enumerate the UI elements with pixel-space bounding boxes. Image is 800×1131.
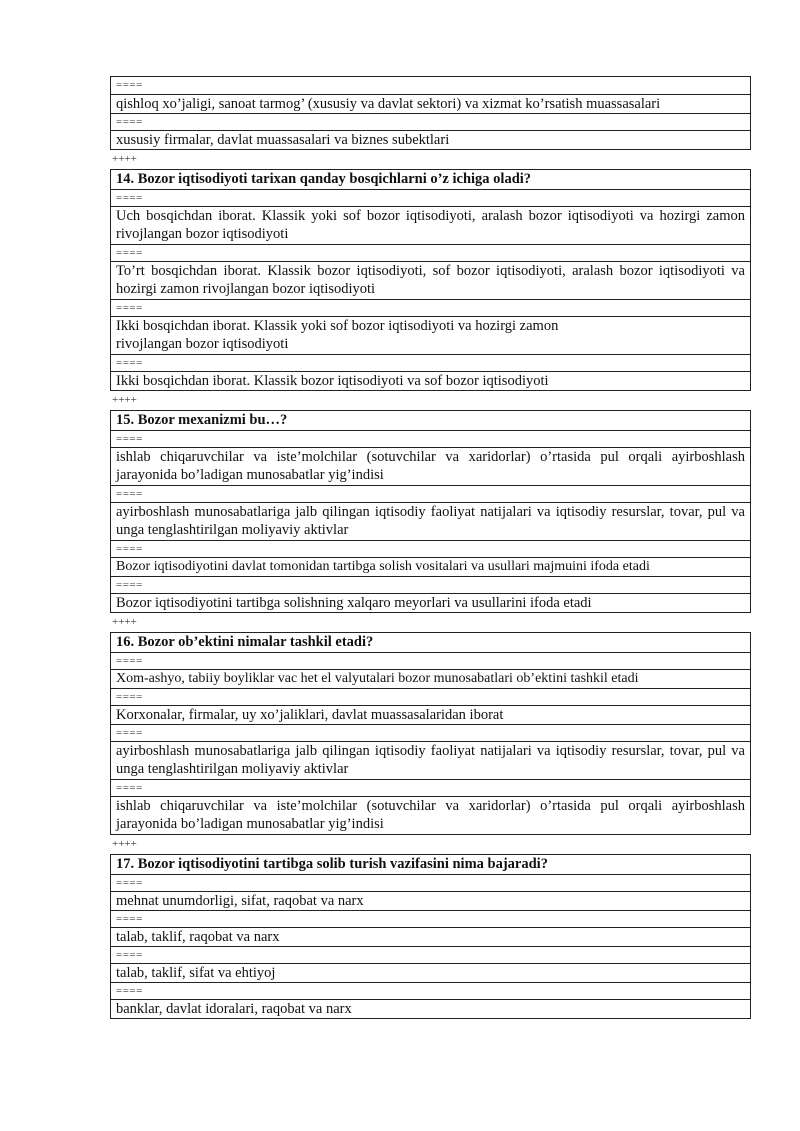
separator: ====: [111, 910, 750, 927]
separator: ====: [116, 79, 143, 91]
separator: ====: [111, 946, 750, 963]
question-block-15: [110, 410, 751, 613]
separator: ====: [111, 485, 750, 502]
separator: ====: [111, 354, 750, 371]
question-text: 16. Bozor ob’ektini nimalar tashkil etadi?: [116, 634, 374, 650]
answer-option: xususiy firmalar, davlat muassasalari va biznes subektlari: [111, 130, 750, 149]
question-block-16: [110, 632, 751, 835]
question-block-13-tail: [110, 76, 751, 150]
answer-option: Bozor iqtisodiyotini tartibga solishning xalqaro meyorlari va usullarini ifoda etadi: [111, 593, 750, 612]
answer-option: ayirboshlash munosabatlariga jalb qilingan iqtisodiy faoliyat natijalari va iqtisodiy resurslar, tovar, pul va unga tenglashtirilgan moliyaviy aktivlar: [111, 502, 750, 540]
separator: ====: [111, 576, 750, 593]
separator: ====: [111, 874, 750, 891]
question-delimiter: ++++: [112, 616, 137, 628]
answer-option: Korxonalar, firmalar, uy xo’jaliklari, davlat muassasalaridan iborat: [111, 705, 750, 724]
answer-option: qishloq xo’jaligi, sanoat tarmog’ (xususiy va davlat sektori) va xizmat ko’rsatish muassasalari: [111, 94, 750, 113]
separator: ====: [111, 244, 750, 261]
separator: ====: [111, 688, 750, 705]
question-delimiter: ++++: [112, 838, 137, 850]
separator: ====: [111, 652, 750, 669]
answer-option: Xom-ashyo, tabiiy boyliklar vac het el valyutalari bozor munosabatlari ob’ektini tashkil etadi: [111, 669, 750, 688]
separator: ====: [111, 779, 750, 796]
answer-option: To’rt bosqichdan iborat. Klassik bozor iqtisodiyoti, sof bozor iqtisodiyoti, aralash bozor iqtisodiyoti va hozirgi zamon rivojlangan bozor iqtisodiyoti: [111, 261, 750, 299]
answer-option: ishlab chiqaruvchilar va iste’molchilar (sotuvchilar va xaridorlar) o’rtasida pul orqali ayirboshlash jarayonida bo’ladigan munosabatlar yig’indisi: [111, 796, 750, 834]
question-block-17: [110, 854, 751, 1019]
separator: ====: [111, 982, 750, 999]
question-delimiter: ++++: [112, 153, 137, 165]
separator: ====: [111, 189, 750, 206]
question-block-14: [110, 169, 751, 391]
answer-option: banklar, davlat idoralari, raqobat va narx: [111, 999, 750, 1018]
answer-option: Ikki bosqichdan iborat. Klassik yoki sof bozor iqtisodiyoti va hozirgi zamon rivojlangan bozor iqtisodiyoti: [111, 316, 750, 354]
answer-option: talab, taklif, sifat va ehtiyoj: [111, 963, 750, 982]
document-page: [110, 76, 751, 1019]
separator: ====: [111, 299, 750, 316]
answer-option: talab, taklif, raqobat va narx: [111, 927, 750, 946]
answer-option: Ikki bosqichdan iborat. Klassik bozor iqtisodiyoti va sof bozor iqtisodiyoti: [111, 371, 750, 390]
answer-option: Uch bosqichdan iborat. Klassik yoki sof bozor iqtisodiyoti, aralash bozor iqtisodiyoti va hozirgi zamon rivojlangan bozor iqtisodiyoti: [111, 206, 750, 244]
separator: ====: [111, 113, 750, 130]
separator: ====: [111, 430, 750, 447]
answer-option: ayirboshlash munosabatlariga jalb qilingan iqtisodiy faoliyat natijalari va iqtisodiy resurslar, tovar, pul va unga tenglashtirilgan moliyaviy aktivlar: [111, 741, 750, 779]
question-text: 17. Bozor iqtisodiyotini tartibga solib turish vazifasini nima bajaradi?: [116, 856, 548, 872]
answer-option: mehnat unumdorligi, sifat, raqobat va narx: [111, 891, 750, 910]
question-text: 15. Bozor mexanizmi bu…?: [116, 412, 288, 428]
question-delimiter: ++++: [112, 394, 137, 406]
separator: ====: [111, 724, 750, 741]
separator: ====: [111, 540, 750, 557]
question-text: 14. Bozor iqtisodiyoti tarixan qanday bosqichlarni o’z ichiga oladi?: [116, 171, 532, 187]
answer-option: Bozor iqtisodiyotini davlat tomonidan tartibga solish vositalari va usullari majmuini ifoda etadi: [111, 557, 750, 576]
answer-option: ishlab chiqaruvchilar va iste’molchilar (sotuvchilar va xaridorlar) o’rtasida pul orqali ayirboshlash jarayonida bo’ladigan munosabatlar yig’indisi: [111, 447, 750, 485]
